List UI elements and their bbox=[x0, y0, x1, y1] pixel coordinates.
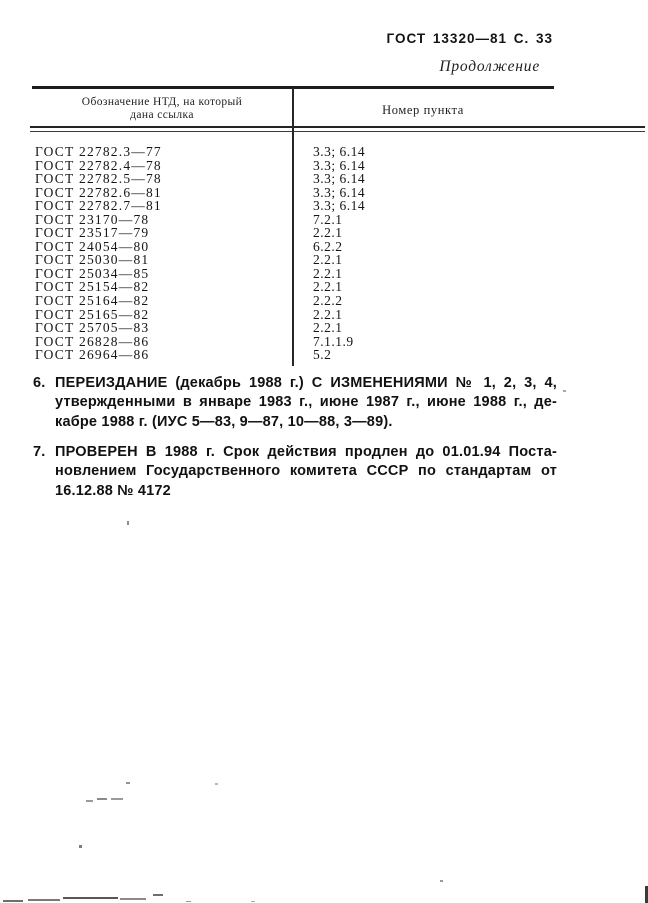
table-row bbox=[32, 308, 554, 322]
table-row bbox=[32, 240, 554, 254]
clause-line: ПРОВЕРЕН В 1988 г. Срок действия продлен до 01.01.94 Поста- bbox=[55, 444, 557, 460]
table-row bbox=[32, 199, 554, 213]
clause-number: 6. bbox=[33, 375, 46, 391]
scan-artifact bbox=[440, 880, 443, 882]
ntd-designation: ГОСТ 25030—81 bbox=[35, 252, 150, 268]
punkt-number: 2.2.1 bbox=[313, 225, 343, 241]
doc-ref: ГОСТ 13320—81 С. 33 bbox=[386, 31, 553, 46]
table-row bbox=[32, 213, 554, 227]
scan-artifact bbox=[97, 798, 107, 800]
clause-7 bbox=[33, 443, 557, 501]
ntd-designation: ГОСТ 26828—86 bbox=[35, 333, 150, 349]
punkt-number: 5.2 bbox=[313, 347, 332, 363]
ntd-designation: ГОСТ 22782.3—77 bbox=[35, 144, 162, 159]
scan-artifact bbox=[79, 845, 82, 848]
punkt-number: 6.2.2 bbox=[313, 238, 343, 254]
ntd-designation: ГОСТ 23170—78 bbox=[35, 211, 150, 227]
clause-line: утвержденными в январе 1983 г., июне 1987 г., июне 1988 г., де- bbox=[55, 394, 557, 411]
punkt-number: 2.2.1 bbox=[313, 265, 343, 281]
clause-line: новлением Государственного комитета СССР по стандартам от bbox=[55, 463, 557, 480]
ntd-designation: ГОСТ 22782.5—78 bbox=[35, 171, 162, 187]
ntd-designation: ГОСТ 25165—82 bbox=[35, 306, 150, 322]
bottom-scan-line bbox=[153, 894, 163, 896]
col1-header-line: Обозначение НТД, на который bbox=[81, 96, 243, 108]
table-row bbox=[32, 186, 554, 200]
clause-6-lines bbox=[55, 374, 557, 432]
punkt-number: 3.3; 6.14 bbox=[313, 171, 366, 187]
ntd-designation: ГОСТ 22782.6—81 bbox=[35, 184, 162, 200]
bottom-scan-line bbox=[251, 901, 255, 902]
table-row bbox=[32, 226, 554, 240]
bottom-scan-line bbox=[186, 901, 191, 902]
scan-artifact bbox=[215, 783, 218, 785]
ntd-designation: ГОСТ 22782.4—78 bbox=[35, 157, 162, 173]
table-row bbox=[32, 348, 554, 362]
bottom-scan-line bbox=[63, 897, 118, 899]
table-body bbox=[32, 145, 554, 362]
table-row bbox=[32, 321, 554, 335]
ntd-designation: ГОСТ 22782.7—81 bbox=[35, 198, 162, 214]
ntd-designation: ГОСТ 24054—80 bbox=[35, 238, 150, 254]
ntd-designation: ГОСТ 26964—86 bbox=[35, 347, 150, 363]
table-row bbox=[32, 335, 554, 349]
punkt-number: 7.2.1 bbox=[313, 211, 343, 227]
clause-7-lines bbox=[55, 443, 557, 501]
punkt-number: 3.3; 6.14 bbox=[313, 157, 366, 173]
punkt-number: 2.2.1 bbox=[313, 306, 343, 322]
punkt-number: 2.2.1 bbox=[313, 320, 343, 336]
table-row bbox=[32, 280, 554, 294]
ntd-designation: ГОСТ 25705—83 bbox=[35, 320, 150, 336]
col2-header: Номер пункта bbox=[382, 103, 464, 117]
table-row bbox=[32, 253, 554, 267]
clause-6 bbox=[33, 374, 557, 432]
scan-artifact bbox=[111, 798, 123, 800]
clause-line: 16.12.88 № 4172 bbox=[55, 482, 171, 499]
table-row bbox=[32, 159, 554, 173]
ntd-designation: ГОСТ 25164—82 bbox=[35, 293, 150, 309]
clause-line: кабре 1988 г. (ИУС 5—83, 9—87, 10—88, 3—89). bbox=[55, 413, 393, 430]
col1-header bbox=[32, 94, 292, 122]
table-row bbox=[32, 294, 554, 308]
scan-artifact bbox=[86, 800, 93, 802]
bottom-scan-line bbox=[28, 899, 60, 901]
ntd-designation: ГОСТ 25154—82 bbox=[35, 279, 150, 295]
continuation-label: Продолжение bbox=[439, 58, 540, 75]
ntd-designation: ГОСТ 23517—79 bbox=[35, 225, 150, 241]
table-row bbox=[32, 267, 554, 281]
punkt-number: 2.2.1 bbox=[313, 279, 343, 295]
scan-artifact bbox=[126, 782, 130, 784]
scan-artifact bbox=[563, 390, 566, 392]
table-row bbox=[32, 145, 554, 159]
punkt-number: 7.1.1.9 bbox=[313, 333, 354, 349]
table-row bbox=[32, 172, 554, 186]
punkt-number: 2.2.1 bbox=[313, 252, 343, 268]
header-separator-double-line bbox=[30, 126, 645, 132]
clause-number: 7. bbox=[33, 444, 46, 460]
scan-artifact bbox=[127, 521, 129, 525]
punkt-number: 3.3; 6.14 bbox=[313, 184, 366, 200]
punkt-number: 2.2.2 bbox=[313, 293, 343, 309]
col1-header-line: дана ссылка bbox=[130, 109, 194, 121]
punkt-number: 3.3; 6.14 bbox=[313, 198, 366, 214]
bottom-scan-line bbox=[120, 898, 146, 900]
bottom-scan-line bbox=[3, 900, 23, 902]
punkt-number: 3.3; 6.14 bbox=[313, 144, 366, 159]
ntd-designation: ГОСТ 25034—85 bbox=[35, 265, 150, 281]
clause-line: ПЕРЕИЗДАНИЕ (декабрь 1988 г.) С ИЗМЕНЕНИЯМИ № 1, 2, 3, 4, bbox=[55, 375, 557, 391]
